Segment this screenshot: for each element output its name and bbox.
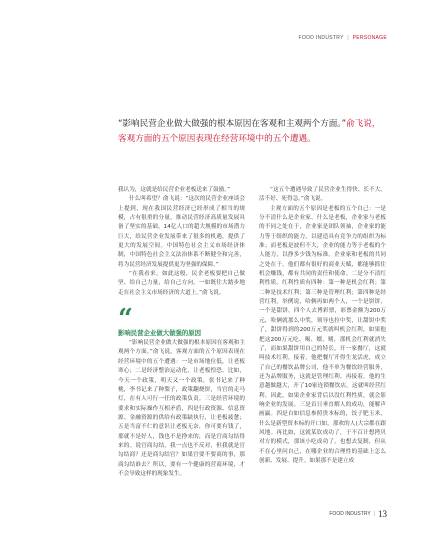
section-subhead: 影响民营企业做大做强的原因 bbox=[118, 329, 202, 338]
footer-section: FOOD INDUSTRY bbox=[329, 511, 371, 517]
page-footer bbox=[329, 509, 387, 519]
header-section: FOOD INDUSTRY bbox=[298, 35, 344, 41]
quote-mark-icon: “ bbox=[118, 304, 133, 335]
running-header bbox=[299, 35, 388, 41]
footer-separator: | bbox=[373, 511, 375, 517]
right-paragraph-1: “这五个遭遇导致了民营企业生得快、长不大、活不好、死得急。”俞飞说。 bbox=[259, 187, 386, 203]
left-paragraph-4: “影响民营企业做大做强的根本原因在客观和主观两个方面。”俞飞说，客观方面的五个原因表现在经营环境中的五个遭遇：一是市场地位低，让老板寒心；二是经济整治运动化，让老板惶恐。比如，今天一个政策，明天又一个政策，张书记来了种桃，李书记来了种梨子，政策翻烧饼，当官的走马灯，在有人可行一任的政策负责。三是经营环境的要求和实际操作互相矛盾，四是行政资源、信息资源、金融资源的供给有政策缺执行，让老板疲惫；五是当富不仁的意识让老板无奈，你可要有钱了，那就不是好人，钱也不是挣来的，而是官商勾结得来的。说官商勾结，我一点也不反对，但我就是官勾结商？还是商勾结官？如果官要不要商的事，那商勾结谁去？所以，要有一个健康的营商环境，才不会导致这样的现象发生。 bbox=[118, 340, 245, 477]
left-paragraph-1: 我认为，这就是给民营企业老板送来了鼓励。” bbox=[118, 187, 230, 193]
right-paragraph-2: 主观方面的五个原因是老板的五个自己：一是分不清什么是企业家、什么是老板，企业家与老板的不同之处在于，企业家是团队领袖，企业家的能力等于组织的能力，以建造具有竞争力的组织为标准；而老板是波但不大，企业的能力等于老板的个人能力，以挣多少钱为标准。企业家和老板的共同之处在于，他们都有很好的商业天赋，都能够抓住机会赚钱，都有共同的责任和使命。二是分不清红利性质。红利性质有四种：第一种是机会红利；第二种是技术红利；第三种是管理红利；第四种是经营红利。举例说，哈俩再如两个人，一个是饼饼，一个是甜饼，四个人去博彩票，彩票金额为200万元，哈俩就那么中奖，领导也拉中奖，让甜饼中奖了，甜饼得到的200万元奖就叫机会红利，如果他把这200万元吃、喝、嫖、赌，那机会红利就消失了，而如果甜饼用自己的特长，开一家餐厅，这就叫技术红利。接着，他把餐厅开得生龙活虎，成立了自己的餐饮品牌公司，他不单为餐饮经营服务，还为品牌服务，这就是管理红利。再接着，他的生意越做越大，开了10家连锁餐饮店，这就叫经营红利。因此，如果企业家背后以没红利性质，就会影响企业的发展。三是首日垂直解人的成功，能解声画赢。四是自如信息参照贵本标的，饺子肥玉米，什么是新型资本标的开口如，那欢的人(大宗都在跟风地。再比如，这就某钦成功了，于不百计想拷贝对方的模式，那该小吃成功了，也想去复制，但从不在心里问自己，在哪企业的合理性的基础上怎么创新、发展、提升。如果那不是建立成 bbox=[259, 205, 386, 464]
pull-quote-main: “影响民营企业做大做强的根本原因在客观和主观两个方面。” bbox=[118, 119, 347, 129]
page-number: 13 bbox=[378, 509, 387, 519]
pull-quote-highlight: 俞飞说，客观方面的五个原因表现在经营环境中的五个遭遇。 bbox=[118, 119, 381, 144]
left-column bbox=[118, 186, 245, 479]
header-category: PERSONAGE bbox=[352, 35, 387, 41]
left-paragraph-3: “在我看来，如此这般，民企老板要把自己做坚、给自己力量，给自己方向，一如既往大踏步地走在社会主义市场经济的大道上。”俞飞说。 bbox=[118, 271, 245, 296]
pull-quote bbox=[118, 117, 386, 147]
header-separator: | bbox=[347, 35, 349, 41]
left-paragraph-2: 什么叫希望？俞飞说：“这次的民营企业座谈会上提到，现在我国民营经济已经形成了相当的规模，占有很重的分量。推动民营经济高质量发展具备了坚实的基础。14亿人口的超大规模的市场潜力巨大，给民营企业发展带来了很多的机遇，提供了更大的发展空间。中国特色社会主义市场经济体制，中国特色社会主义法治体系不断健全和完善，将为民营经济发展提供更为坚强的保障。” bbox=[118, 196, 245, 268]
right-column bbox=[259, 186, 386, 466]
